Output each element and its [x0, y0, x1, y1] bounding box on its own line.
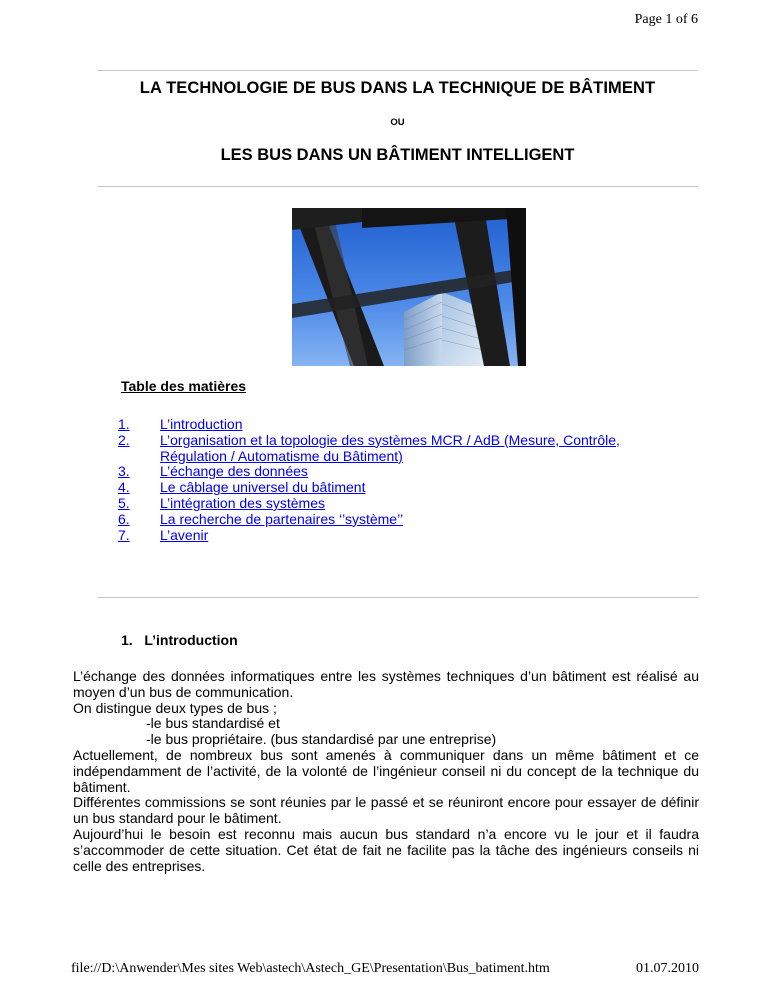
toc-link[interactable]: Le câblage universel du bâtiment	[160, 479, 366, 496]
document-subtitle: LES BUS DANS UN BÂTIMENT INTELLIGENT	[220, 146, 575, 164]
building-photo	[292, 208, 526, 366]
section-heading: 1. L’introduction	[121, 632, 238, 648]
toc-item-number[interactable]: 6.	[118, 510, 130, 527]
top-divider	[97, 70, 698, 71]
paragraph: On distingue deux types de bus ;	[73, 699, 277, 716]
paragraph: Différentes commissions se sont réunies par le passé et se réuniront encore pour essayer de définir un bus standard pour le bâtiment.	[73, 794, 699, 827]
title-divider	[97, 186, 698, 187]
toc-title: Table des matières	[121, 378, 247, 394]
toc-link[interactable]: L’introduction	[160, 416, 243, 432]
toc-item-number[interactable]: 2.	[118, 431, 130, 448]
toc-item-number[interactable]: 3.	[118, 463, 130, 480]
toc-item-number[interactable]: 5.	[118, 494, 130, 511]
paragraph: Actuellement, de nombreux bus sont amenés à communiquer dans un même bâtiment et ce indépendamment de l’activité, de la volonté de l’ingénieur conseil ni du concept de la technique du bâtiment.	[73, 746, 699, 795]
toc-item-5[interactable]	[118, 496, 638, 512]
paragraph: L’échange des données informatiques entre les systèmes techniques d’un bâtiment est réalisé au moyen d’un bus de communication.	[73, 668, 699, 700]
title-connector: OU	[390, 117, 405, 128]
toc-link[interactable]: L’intégration des systèmes	[160, 494, 325, 511]
file-path: file://D:\Anwender\Mes sites Web\astech\Astech_GE\Presentation\Bus_batiment.htm	[71, 961, 550, 976]
bus-type-item: -le bus standardisé et	[146, 715, 280, 732]
toc-link[interactable]: La recherche de partenaires ‘’système’’	[160, 510, 404, 527]
toc-divider	[97, 597, 698, 598]
toc-item-6[interactable]	[118, 512, 638, 528]
toc-item-2[interactable]	[118, 433, 638, 465]
toc-item-4[interactable]	[118, 480, 638, 496]
page-number: Page 1 of 6	[634, 12, 698, 27]
print-date: 01.07.2010	[636, 961, 699, 976]
toc-item-7[interactable]	[118, 528, 638, 544]
toc-link[interactable]: L’échange des données	[160, 463, 308, 480]
page-footer	[71, 961, 699, 977]
section-body	[73, 669, 699, 874]
toc-link[interactable]: L’avenir	[160, 526, 209, 543]
toc-item-1[interactable]	[118, 417, 638, 433]
toc-item-number[interactable]: 1.	[118, 416, 130, 432]
paragraph: Aujourd’hui le besoin est reconnu mais aucun bus standard n’a encore vu le jour et il faudra s’accommoder de cette situation. Cet état de fait ne facilite pas la tâche des ingénieurs conseils ni celle des entreprises.	[73, 825, 699, 874]
table-of-contents	[118, 417, 638, 543]
bus-type-item: -le bus propriétaire. (bus standardisé par une entreprise)	[146, 731, 497, 748]
toc-item-number[interactable]: 4.	[118, 479, 130, 496]
toc-item-3[interactable]	[118, 464, 638, 480]
toc-link[interactable]: L’organisation et la topologie des systèmes MCR / AdB (Mesure, Contrôle, Régulation / Automatisme du Bâtiment)	[160, 431, 620, 464]
toc-item-number[interactable]: 7.	[118, 526, 130, 543]
document-title: LA TECHNOLOGIE DE BUS DANS LA TECHNIQUE DE BÂTIMENT	[139, 79, 656, 97]
